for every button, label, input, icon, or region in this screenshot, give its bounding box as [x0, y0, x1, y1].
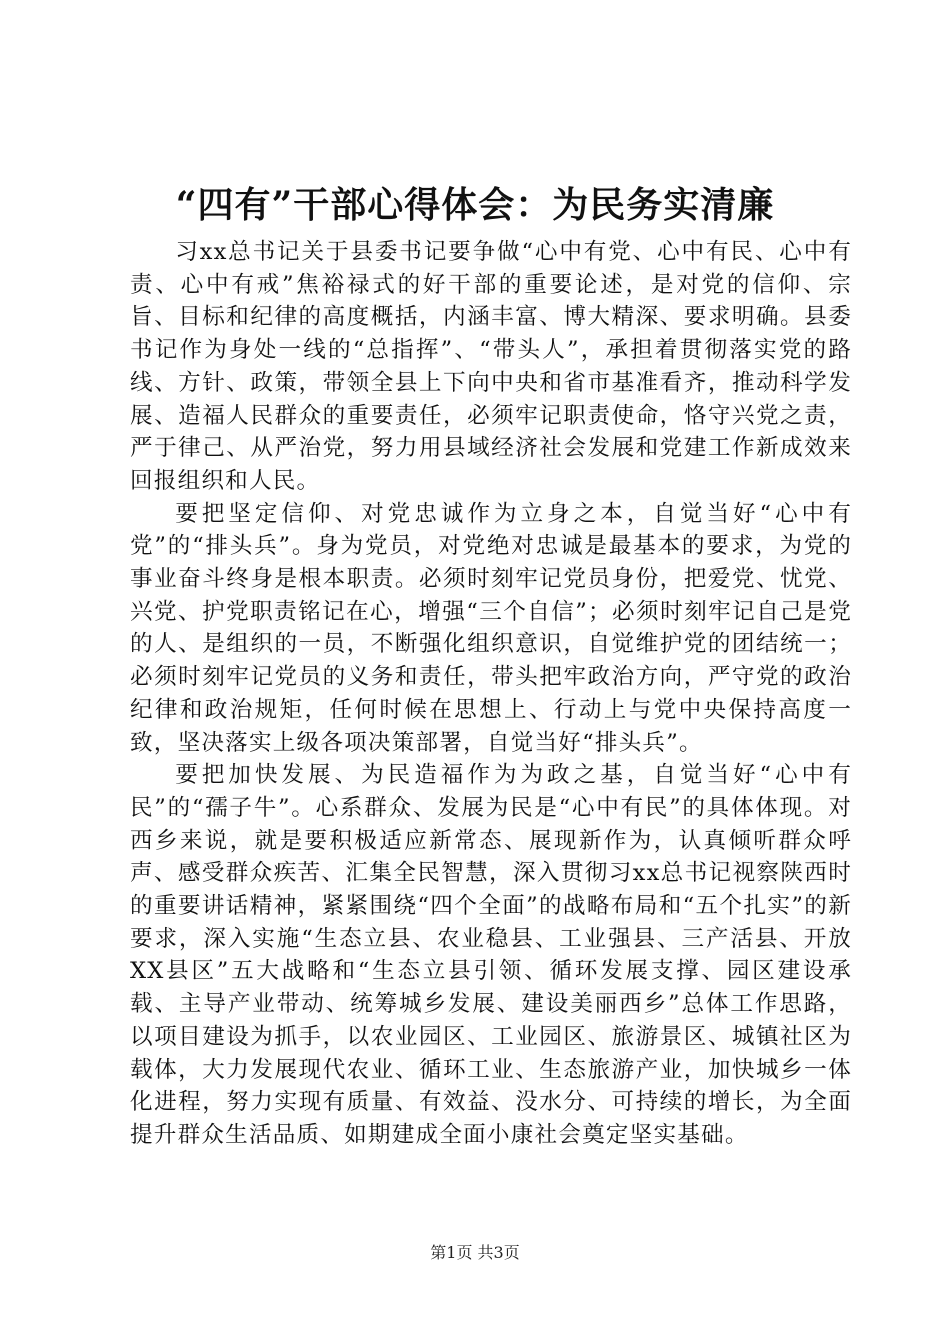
page-number-footer: 第1页 共3页 — [430, 1243, 520, 1262]
paragraph-party: 要把坚定信仰、对党忠诚作为立身之本，自觉当好“心中有党”的“排头兵”。身为党员，对党绝对忠诚是最基本的要求，为党的事业奋斗终身是根本职责。必须时刻牢记党员身份，把爱党、忧党、兴党、护党职责铭记在心，增强“三个自信”；必须时刻牢记自己是党的人、是组织的一员，不断强化组织意识，自觉维护党的团结统一；必须时刻牢记党员的义务和责任，带头把牢政治方向，严守党的政治纪律和政治规矩，任何时候在思想上、行动上与党中央保持高度一致，坚决落实上级各项决策部署，自觉当好“排头兵”。 — [130, 500, 852, 756]
paragraph-people: 要把加快发展、为民造福作为为政之基，自觉当好“心中有民”的“孺子牛”。心系群众、发展为民是“心中有民”的具体体现。对西乡来说，就是要积极适应新常态、展现新作为，认真倾听群众呼声、感受群众疾苦、汇集全民智慧，深入贯彻习xx总书记视察陕西时的重要讲话精神，紧紧围绕“四个全面”的战略布局和“五个扎实”的新要求，深入实施“生态立县、农业稳县、工业强县、三产活县、开放XX县区”五大战略和“生态立县引领、循环发展支撑、园区建设承载、主导产业带动、统筹城乡发展、建设美丽西乡”总体工作思路，以项目建设为抓手，以农业园区、工业园区、旅游景区、城镇社区为载体，大力发展现代农业、循环工业、生态旅游产业，加快城乡一体化进程，努力实现有质量、有效益、没水分、可持续的增长，为全面提升群众生活品质、如期建成全面小康社会奠定坚实基础。 — [130, 762, 852, 1148]
document-title: “四有”干部心得体会：为民务实清廉 — [175, 184, 775, 226]
paragraph-intro: 习xx总书记关于县委书记要争做“心中有党、心中有民、心中有责、心中有戒”焦裕禄式的好干部的重要论述，是对党的信仰、宗旨、目标和纪律的高度概括，内涵丰富、博大精深、要求明确。县委书记作为身处一线的“总指挥”、“带头人”，承担着贯彻落实党的路线、方针、政策，带领全县上下向中央和省市基准看齐，推动科学发展、造福人民群众的重要责任，必须牢记职责使命，恪守兴党之责，严于律己、从严治党，努力用县域经济社会发展和党建工作新成效来回报组织和人民。 — [130, 239, 852, 494]
document-body — [130, 236, 852, 1152]
